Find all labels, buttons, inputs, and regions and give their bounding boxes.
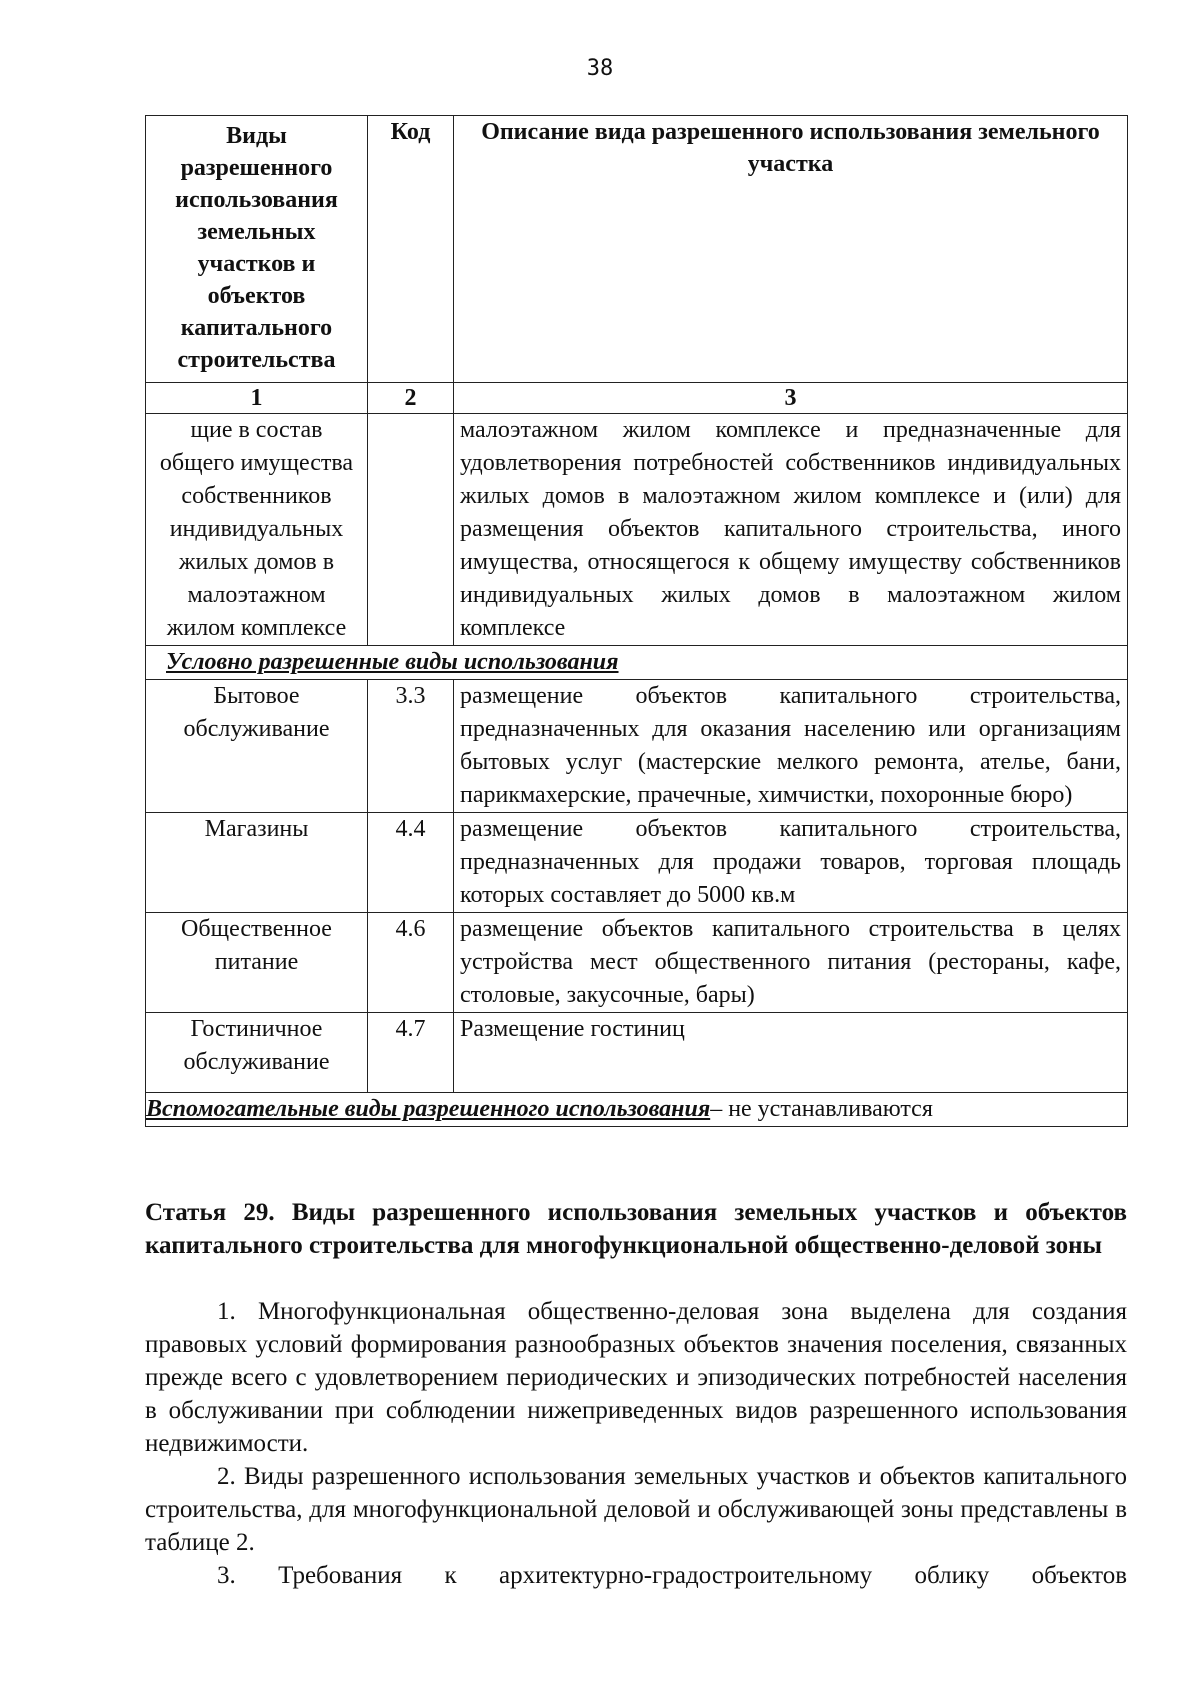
table-row	[146, 680, 1128, 813]
use-name-cell: Бытовое обслуживание	[146, 680, 368, 813]
paragraph: 2. Виды разрешенного использования земельных участков и объектов капитального строительства, для многофункциональной деловой и обслуживающей зоны представлены в таблице 2.	[145, 1463, 1127, 1556]
article-heading: Статья 29. Виды разрешенного использования земельных участков и объектов капитального строительства для многофункциональной общественно-деловой зоны	[145, 1199, 1127, 1259]
table-row	[146, 414, 1128, 646]
table-row	[146, 1013, 1128, 1093]
use-code-cell: 4.6	[368, 913, 454, 1013]
use-description-cell: размещение объектов капитального строительства, предназначенных для продажи товаров, торговая площадь которых составляет до 5000 кв.м	[454, 813, 1128, 913]
column-number-row	[146, 383, 1128, 414]
header-code: Код	[368, 116, 454, 383]
use-code-cell: 4.4	[368, 813, 454, 913]
use-description-cell: Размещение гостиниц	[454, 1013, 1128, 1093]
paragraph: 3. Требования к архитектурно-градостроительному облику объектов	[217, 1562, 1127, 1589]
use-code-cell	[368, 414, 454, 646]
article-body	[145, 1295, 1127, 1592]
use-description-cell: размещение объектов капитального строительства, предназначенных для оказания населению или организациям бытовых услуг (мастерские мелкого ремонта, ателье, бани, парикмахерские, прачечные, химчистки, похоронные бюро)	[454, 680, 1128, 813]
use-name-cell: Магазины	[146, 813, 368, 913]
header-description: Описание вида разрешенного использования земельного участка	[454, 116, 1128, 383]
table-row	[146, 913, 1128, 1013]
column-number: 1	[146, 383, 368, 414]
use-name-cell: Гостиничное обслуживание	[146, 1013, 368, 1093]
use-code-cell: 4.7	[368, 1013, 454, 1093]
header-permitted-use: Виды разрешенного использования земельных участков и объектов капитального строительства	[146, 116, 368, 383]
section-row-conditional	[146, 646, 1128, 680]
paragraph: 1. Многофункциональная общественно-деловая зона выделена для создания правовых условий формирования разнообразных объектов значения поселения, связанных прежде всего с удовлетворением периодических и эпизодических потребностей населения в обслуживании при соблюдении нижеприведенных видов разрешенного использования недвижимости.	[145, 1298, 1127, 1457]
section-title: Условно разрешенные виды использования	[166, 649, 619, 675]
auxiliary-value: – не устанавливаются	[710, 1096, 933, 1122]
table-row	[146, 813, 1128, 913]
land-use-table	[145, 115, 1128, 1127]
auxiliary-label: Вспомогательные виды разрешенного использования	[146, 1096, 711, 1122]
use-name-cell: щие в состав общего имущества собственников индивидуальных жилых домов в малоэтажном жилом комплексе	[146, 414, 368, 646]
use-code-cell: 3.3	[368, 680, 454, 813]
page-number: 38	[586, 56, 614, 81]
column-number: 2	[368, 383, 454, 414]
column-number: 3	[454, 383, 1128, 414]
use-description-cell: размещение объектов капитального строительства в целях устройства мест общественного питания (рестораны, кафе, столовые, закусочные, бары)	[454, 913, 1128, 1013]
use-description-cell: малоэтажном жилом комплексе и предназначенные для удовлетворения потребностей собственников индивидуальных жилых домов в малоэтажном жилом комплексе и (или) для размещения объектов капитального строительства, иного имущества, относящегося к общему имуществу собственников индивидуальных жилых домов в малоэтажном жилом комплексе	[454, 414, 1128, 646]
section-row-auxiliary	[146, 1093, 1128, 1127]
table-header-row	[146, 116, 1128, 383]
use-name-cell: Общественное питание	[146, 913, 368, 1013]
